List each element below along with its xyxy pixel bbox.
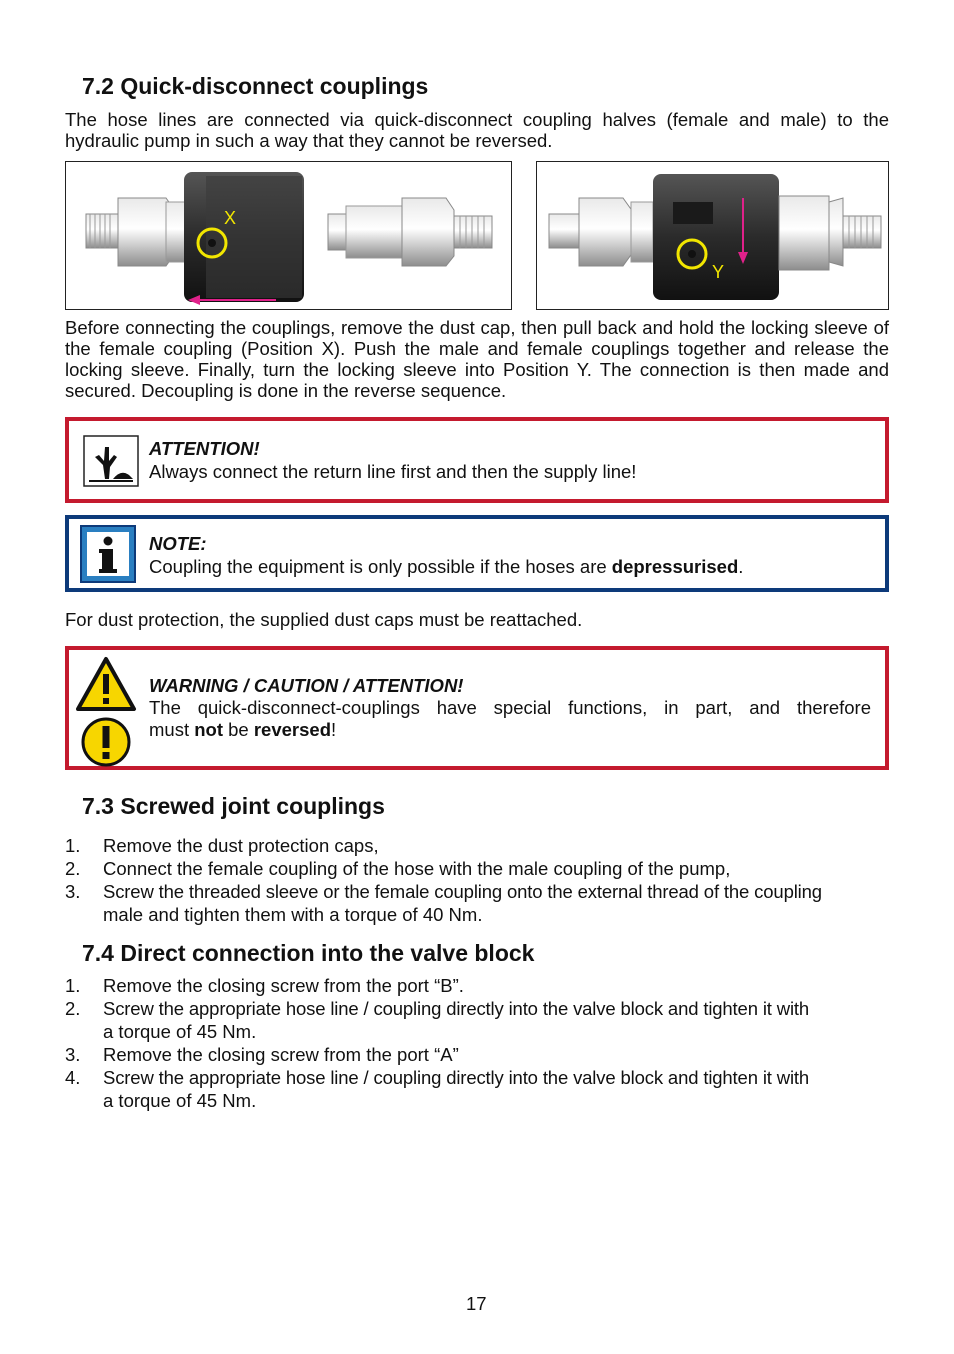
coupling-y-illustration [537, 162, 888, 309]
coupling-photo-position-y [536, 161, 889, 310]
warning-text-not: not [194, 719, 223, 740]
list-item [65, 974, 889, 997]
list-item-number: 1. [65, 835, 81, 856]
list-item-text: Remove the closing screw from the port “B”. [103, 975, 464, 996]
list-item [65, 1066, 889, 1112]
section-heading-7-2: 7.2 Quick-disconnect couplings [82, 73, 429, 99]
warning-text-line2 [149, 719, 336, 740]
attention-text: Always connect the return line first and then the supply line! [149, 461, 637, 482]
note-text-end: . [738, 556, 744, 577]
dust-protection-text: For dust protection, the supplied dust caps must be reattached. [65, 609, 583, 630]
warning-title: WARNING / CAUTION / ATTENTION! [149, 675, 464, 696]
warning-text-exclaim: ! [331, 719, 337, 740]
list-item-number: 3. [65, 881, 81, 902]
exclamation-circle-icon [80, 716, 132, 768]
warning-text-be: be [223, 719, 254, 740]
list-item [65, 834, 889, 857]
environment-hazard-icon [83, 435, 139, 487]
list-item-text-continued: male and tighten them with a torque of 40 Nm. [103, 904, 483, 925]
attention-title: ATTENTION! [149, 438, 260, 459]
intro-paragraph: The hose lines are connected via quick-disconnect coupling halves (female and male) to the hydraulic pump in such a way that they cannot be reversed. [65, 109, 889, 151]
list-item [65, 857, 889, 880]
list-item-text: Connect the female coupling of the hose with the male coupling of the pump, [103, 858, 731, 879]
list-item [65, 880, 889, 926]
list-item-number: 1. [65, 975, 81, 996]
list-item [65, 997, 889, 1043]
list-item-number: 2. [65, 998, 81, 1019]
position-y-label: Y [712, 262, 725, 282]
list-item-number: 4. [65, 1067, 81, 1088]
note-text [149, 556, 743, 577]
list-item-text: Screw the threaded sleeve or the female coupling onto the external thread of the coupling [103, 881, 822, 902]
list-item-text: Screw the appropriate hose line / coupling directly into the valve block and tighten it with [103, 998, 810, 1019]
position-x-label: X [224, 208, 237, 228]
section-heading-7-4: 7.4 Direct connection into the valve block [82, 940, 535, 966]
warning-box [65, 646, 889, 770]
warning-text-must: must [149, 719, 195, 740]
warning-text-line1: The quick-disconnect-couplings have special functions, in part, and therefore [149, 697, 871, 718]
list-item [65, 1043, 889, 1066]
info-icon [80, 525, 136, 583]
list-item-text: Screw the appropriate hose line / coupling directly into the valve block and tighten it with [103, 1067, 810, 1088]
coupling-photo-position-x [65, 161, 512, 310]
list-item-text: Remove the closing screw from the port “A” [103, 1044, 459, 1065]
warning-triangle-icon [75, 656, 137, 712]
list-item-text: Remove the dust protection caps, [103, 835, 379, 856]
note-text-start: Coupling the equipment is only possible if the hoses are [149, 556, 612, 577]
note-box [65, 515, 889, 592]
list-item-text-continued: a torque of 45 Nm. [103, 1090, 257, 1111]
note-text-bold: depressurised [611, 556, 739, 577]
screwed-joint-steps [65, 834, 889, 929]
note-title: NOTE: [149, 533, 207, 554]
coupling-x-illustration [66, 162, 511, 309]
warning-text-reversed: reversed [253, 719, 332, 740]
list-item-text-continued: a torque of 45 Nm. [103, 1021, 257, 1042]
attention-box [65, 417, 889, 503]
list-item-number: 3. [65, 1044, 81, 1065]
list-item-number: 2. [65, 858, 81, 879]
valve-block-steps [65, 974, 889, 1114]
section-heading-7-3: 7.3 Screwed joint couplings [82, 793, 385, 819]
coupling-description: Before connecting the couplings, remove the dust cap, then pull back and hold the locking sleeve of the female coupling (Position X). Push the male and female couplings together and release the locking sleeve. Finally, turn the locking sleeve into Position Y. The connection is then made and secured. Decoupling is done in the reverse sequence. [65, 317, 889, 401]
page-number: 17 [466, 1293, 487, 1314]
